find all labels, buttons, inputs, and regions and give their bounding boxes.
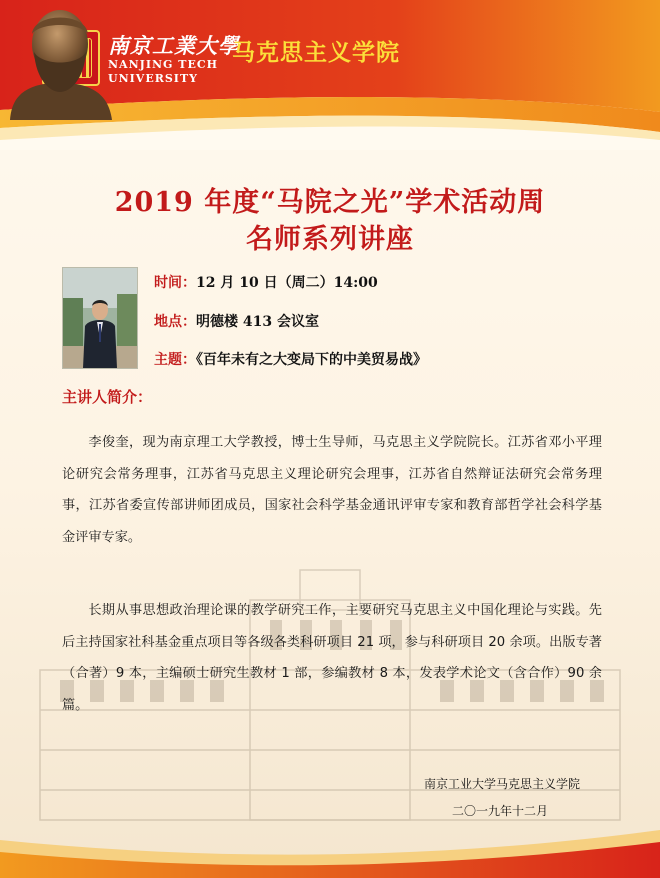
speaker-photo xyxy=(62,267,138,369)
speaker-bio-paragraph-2: 长期从事思想政治理论课的教学研究工作，主要研究马克思主义中国化理论与实践。先后主持国家社科基金重点项目等各级各类科研项目 21 项，参与科研项目 20 余项。出版专著（合著）9 本，主编硕士研究生教材 1 部，参编教材 8 本，发表学术论文（含合作）90 余篇。 xyxy=(62,603,602,713)
speaker-bio-paragraph-1: 李俊奎，现为南京理工大学教授，博士生导师，马克思主义学院院长。江苏省邓小平理论研究会常务理事，江苏省马克思主义理论研究会理事，江苏省自然辩证法研究会常务理事，江苏省委宣传部讲师团成员，国家社会科学基金通讯评审专家和教育部哲学社会科学基金评审专家。 xyxy=(62,435,602,545)
event-topic xyxy=(154,349,427,369)
topic-label: 主题： xyxy=(154,352,196,368)
organizer-signature: 南京工业大学马克思主义学院 xyxy=(423,777,580,791)
event-place xyxy=(154,311,319,331)
header-band xyxy=(0,0,660,150)
footer-band xyxy=(0,800,660,878)
topic-value: 《百年未有之大变局下的中美贸易战》 xyxy=(196,352,427,368)
issue-date: 二〇一九年十二月 xyxy=(451,804,548,818)
university-name-cn: 南京工業大學 xyxy=(108,33,240,58)
event-time xyxy=(154,272,378,292)
marx-bust-image xyxy=(0,0,120,120)
poster-title-line2: 名师系列讲座 xyxy=(246,224,414,255)
time-label: 时间： xyxy=(154,275,196,291)
poster-title-line1: 2019 年度“马院之光”学术活动周 xyxy=(114,187,546,218)
university-name-en xyxy=(108,58,228,86)
place-value: 明德楼 413 会议室 xyxy=(196,314,319,330)
time-value: 12 月 10 日（周二）14:00 xyxy=(196,275,378,291)
college-name: 马克思主义学院 xyxy=(232,40,400,66)
speaker-intro-heading: 主讲人简介： xyxy=(62,388,153,406)
university-name-en-line2: UNIVERSITY xyxy=(108,72,198,85)
university-name-en-line1: NANJING TECH xyxy=(108,58,218,71)
place-label: 地点： xyxy=(154,314,196,330)
